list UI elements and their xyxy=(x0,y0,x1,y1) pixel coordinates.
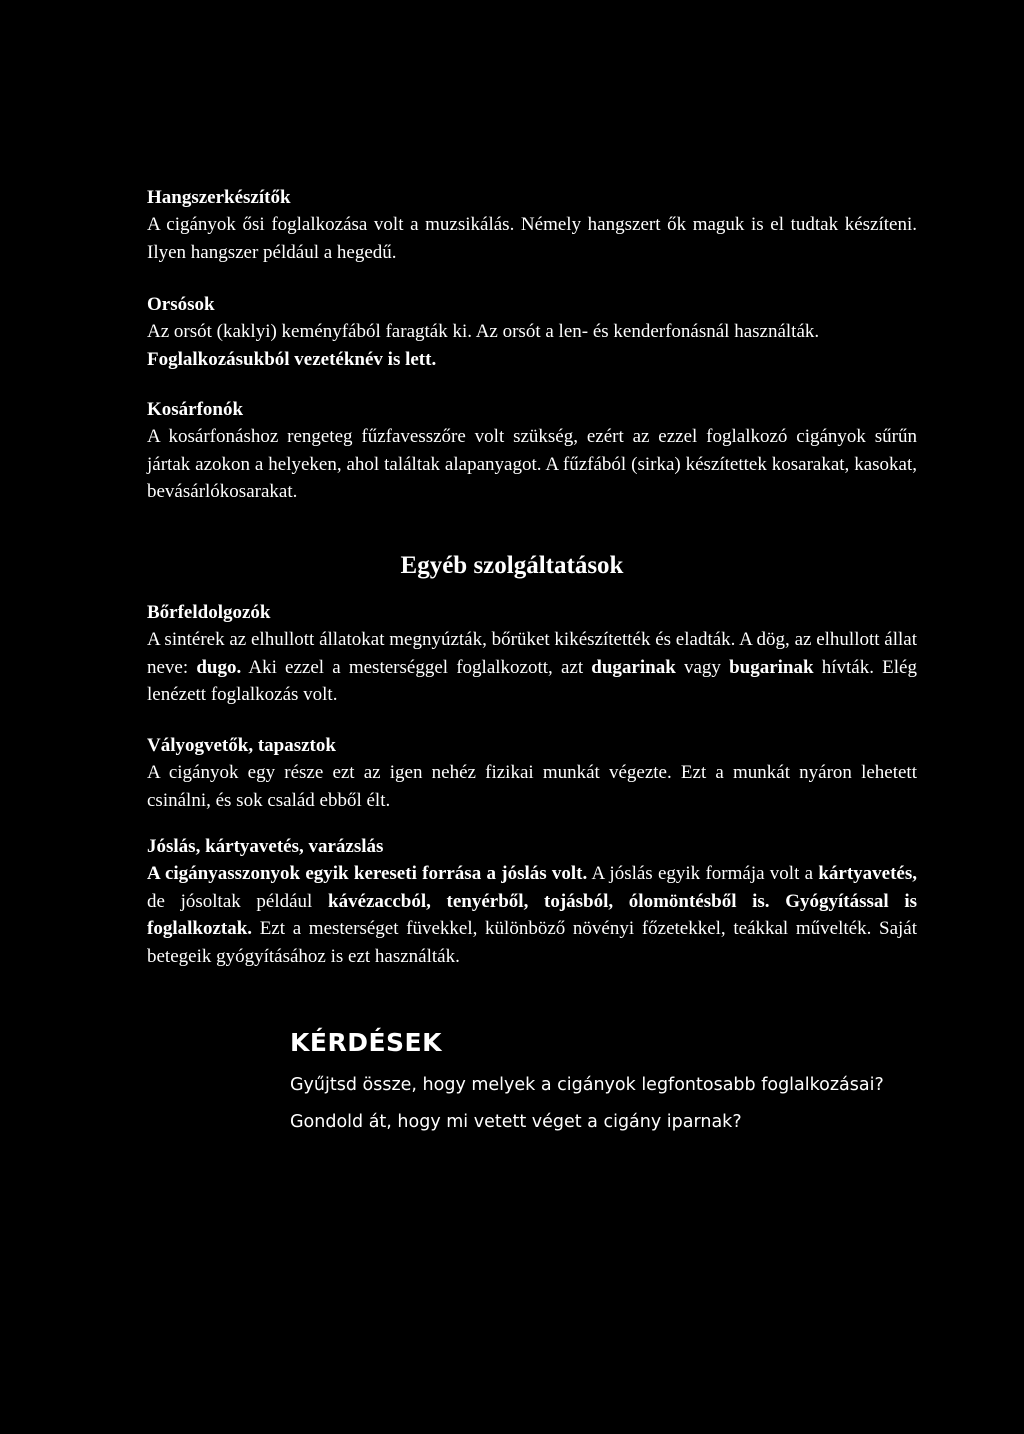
bold-text-run: dugarinak xyxy=(591,656,676,678)
section-paragraph: A cigányok ősi foglalkozása volt a muzsikálás. Némely hangszert ők maguk is el tudtak készíteni. Ilyen hangszer például a hegedű. xyxy=(147,214,917,263)
text-run: A jóslás egyik formája volt a xyxy=(587,863,819,884)
text-run: vagy xyxy=(675,656,730,678)
section-heading: Orsósok xyxy=(147,294,215,315)
questions-title: KÉRDÉSEK xyxy=(290,1028,442,1057)
service-paragraph xyxy=(147,860,917,970)
text-run: A sintérek az elhullott állatokat megnyúzták, bőrüket kikészítették és eladták. A dög, az elhullott állat neve: xyxy=(147,629,917,678)
section-heading: Kosárfonók xyxy=(147,399,244,420)
service-valyogvetok xyxy=(147,733,917,814)
section-orsosok xyxy=(147,292,917,373)
service-borfeldolgozok xyxy=(147,600,917,709)
section-paragraph: A kosárfonáshoz rengeteg fűzfavesszőre volt szükség, ezért az ezzel foglalkozó cigányok sűrűn jártak azokon a helyeken, ahol találtak alapanyagot. A fűzfából (sirka) készítettek kosarakat, kasokat, bevásárlókosarakat. xyxy=(147,426,917,502)
text-run xyxy=(770,891,786,912)
text-run: A cigányok egy része ezt az igen nehéz fizikai munkát végezte. Ezt a munkát nyáron lehetett csinálni, és sok család ebből élt. xyxy=(147,762,917,811)
question-item: Gondold át, hogy mi vetett véget a cigány iparnak? xyxy=(290,1112,742,1132)
bold-text-run: kávézaccból, tenyérből, tojásból, ólomöntésből is. xyxy=(328,890,770,912)
service-paragraph xyxy=(147,626,917,709)
bold-text-run: Gyógyítással is foglalkoztak. xyxy=(147,890,917,939)
section-kosarfonok xyxy=(147,397,917,506)
text-run: hívták. Elég lenézett foglalkozás volt. xyxy=(147,656,917,705)
service-heading: Jóslás, kártyavetés, varázslás xyxy=(147,836,384,857)
services-title: Egyéb szolgáltatások xyxy=(400,552,624,579)
service-heading: Vályogvetők, tapasztok xyxy=(147,735,336,756)
questions-block xyxy=(290,1027,990,1134)
bold-text-run: bugarinak xyxy=(729,656,814,678)
section-heading: Hangszerkészítők xyxy=(147,187,291,208)
section-paragraph: Foglalkozásukból vezetéknév is lett. xyxy=(147,348,437,370)
service-joslas xyxy=(147,834,917,970)
text-run: Ezt a mesterséget füvekkel, különböző növényi főzetekkel, teákkal művelték. Saját betegeik gyógyításához is ezt használták. xyxy=(147,918,917,967)
bold-text-run: A cigányasszonyok egyik kereseti forrása a jóslás volt. xyxy=(147,863,588,884)
text-run: Aki ezzel a mesterséggel foglalkozott, azt xyxy=(241,656,592,678)
section-hangszerkeszitok xyxy=(147,185,917,266)
question-item: Gyűjtsd össze, hogy melyek a cigányok legfontosabb foglalkozásai? xyxy=(290,1075,884,1095)
service-heading: Bőrfeldolgozók xyxy=(147,602,271,623)
bold-text-run: dugo. xyxy=(196,656,242,678)
text-run: de jósoltak például xyxy=(147,890,328,912)
service-paragraph xyxy=(147,759,917,814)
bold-text-run: kártyavetés, xyxy=(818,863,917,884)
section-paragraph: Az orsót (kaklyi) keményfából faragták ki. Az orsót a len- és kenderfonásnál használták. xyxy=(147,321,820,342)
